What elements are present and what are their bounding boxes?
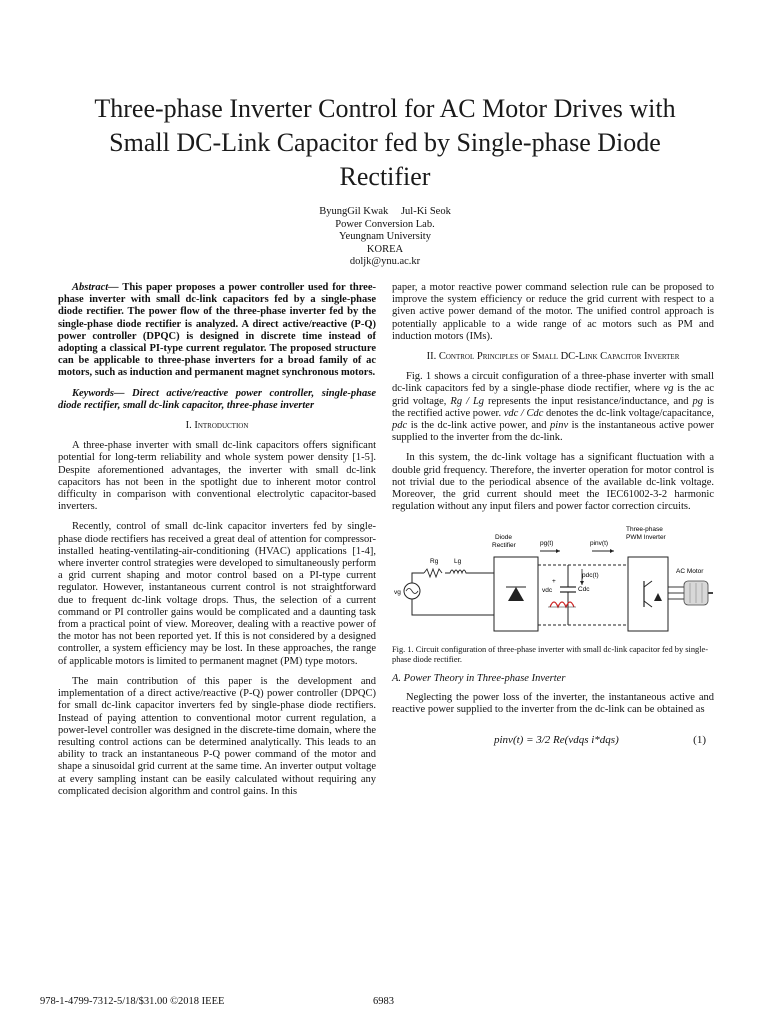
text-run: is the instantaneous active power supplied to the inverter from the dc-link.	[392, 420, 715, 444]
symbol-vdc-cdc: vdc / Cdc	[503, 407, 544, 419]
label-vdc: vdc	[542, 587, 553, 595]
equation-lhs: pinv(t) =	[494, 734, 534, 747]
author-name: ByungGil Kwak	[319, 206, 389, 217]
diode-symbol	[508, 587, 524, 601]
right-paragraph-1: paper, a motor reactive power command selection rule can be proposed to improve the system efficiency or reduce the grid current with respect to a given active power demand of the motor. The unified control approach is potentially applicable to a wide range of ac motors such as PM and induction motors (IMs).	[392, 282, 714, 342]
text-run: represents the input resistance/inductance, and	[484, 395, 693, 407]
abstract-label: Abstract—	[72, 282, 119, 293]
text-run: denotes the dc-link voltage/capacitance,	[543, 407, 715, 419]
circuit-diagram	[392, 521, 714, 641]
label-pinv: pinv(t)	[590, 540, 609, 548]
symbol-rg-lg: Rg / Lg	[450, 395, 485, 407]
label-vg: vg	[394, 589, 401, 597]
svg-text:PWM Inverter: PWM Inverter	[626, 534, 666, 542]
svg-text:Three-phase: Three-phase	[626, 526, 663, 534]
keywords-label: Keywords—	[72, 387, 125, 399]
intro-paragraph-1: A three-phase inverter with small dc-link capacitors offers significant potential for long-term reliability and whole system power density [1-5]. Despite aforementioned advantages, the inverter with small dc-link capacitors has not been in the spotlight due to inherent motor control difficulty in comparison with conventional electrolytic capacitor-based inverters.	[58, 440, 376, 513]
right-column	[392, 282, 714, 760]
affiliation-lab: Power Conversion Lab.	[335, 218, 435, 230]
label-rg: Rg	[430, 558, 439, 566]
page-number: 6983	[373, 996, 394, 1007]
intro-paragraph-3: The main contribution of this paper is the development and implementation of a direct active/reactive (P-Q) power controller (DPQC) for small dc-link capacitor inverters fed by single-phase diode rectifiers. Instead of paying attention to conventional motor current regulation, a power-level controller was designed in the discrete-time domain, where the resulting control actions can be determined analytically. This leads to an ability to track an instantaneous P-Q power command of the motor and shape a sinusoidal grid current at the same time. An inverter output voltage at every sampling instant can be easily calculated without requiring any complicated decision algorithm and control gains. In this	[58, 675, 376, 797]
affiliation-university: Yeungnam University	[339, 231, 431, 242]
label-pg: pg(t)	[540, 540, 554, 548]
label-ac-motor: AC Motor	[676, 568, 704, 576]
inductor-symbol	[445, 570, 494, 573]
symbol-pinv: pinv	[550, 420, 569, 432]
keywords	[58, 388, 376, 412]
footer-copyright: 978-1-4799-7312-5/18/$31.00 ©2018 IEEE	[40, 996, 225, 1007]
abstract-text: This paper proposes a power controller used for three-phase inverter with small dc-link capacitors fed by a single-phase diode rectifier. The power flow of the three-phase inverter fed by the single-phase diode rectifier is analyzed. A direct active/reactive (P-Q) power controller (DPQC) is designed in discrete time instead of adopting a classical PI-type current regulator. The proposed structure can be applicable to three-phase inverters for a broad family of ac motors, such as induction and permanent magnet synchronous motors.	[58, 282, 376, 379]
paper-title: Three-phase Inverter Control for AC Motor Drives with Small DC-Link Capacitor fed by Single-phase Diode Rectifier	[94, 94, 676, 191]
subsection-heading-power-theory: A. Power Theory in Three-phase Inverter	[392, 673, 566, 685]
text-run: is the rectified active power.	[392, 395, 715, 419]
left-column	[58, 282, 376, 806]
affiliation-country: KOREA	[366, 243, 404, 255]
subsection-a-paragraph: Neglecting the power loss of the inverter, the instantaneous active and reactive power supplied to the inverter from the dc-link can be obtained as	[392, 691, 714, 715]
text-run: is the ac grid voltage,	[392, 383, 714, 407]
section-heading-control-principles: II. Control Principles of Small DC-Link Capacitor Inverter	[426, 351, 680, 363]
symbol-vg: vg	[663, 383, 674, 395]
ripple-waveform	[550, 602, 574, 607]
resistor-symbol	[424, 569, 442, 577]
label-pdc: pdc(t)	[582, 572, 599, 580]
author-block	[250, 206, 520, 269]
equation-1	[392, 726, 714, 760]
label-diode-rectifier-1: Diode	[495, 534, 512, 542]
svg-text:Rectifier: Rectifier	[492, 542, 516, 550]
symbol-pg: pg	[692, 395, 704, 407]
figure-1-circuit	[392, 521, 714, 641]
equation-number: (1)	[693, 734, 706, 747]
intro-paragraph-2: Recently, control of small dc-link capacitor inverters fed by single-phase diode rectifiers has received a great deal of attention for compressor-installed heating-ventilating-air-conditioning (HVAC) applications [1-4], where inverter control strategies were developed to simultaneously perform a grid current shaping and motor control based on a PI-type current regulator. However, instantaneous current control is not straightforward due to frequent dc-link voltage drops. Thus, the selection of a current command or PI controller gains would be complicated and a daunting task from a practical point of view. Moreover, dealing with a reactive power of the motor has not been reported yet. If this is not considered by a designed controller, a system efficiency may be lost. In these approaches, the range of applicable motors is limited to permanent magnet (PM) type motors.	[58, 521, 376, 667]
svg-text:+: +	[552, 578, 556, 586]
text-run: Fig. 1 shows a circuit configuration of a three-phase inverter with small dc-link capacitors fed by a single-phase diode rectifier, where	[392, 371, 714, 395]
equation-expression	[494, 734, 619, 746]
inverter-box	[628, 557, 668, 631]
sec2-paragraph-2: In this system, the dc-link voltage has a significant fluctuation with a double grid frequency. Therefore, the inverter operation for motor control is not trivial due to the periodical absence of the available dc-link voltage. Moreover, the grid current should meet the IEC61002-3-2 harmonic regulation without any input filers and power factor correction circuits.	[392, 452, 714, 513]
abstract	[58, 282, 376, 380]
text-run: is the dc-link active power, and	[407, 420, 551, 432]
equation-rhs: 3/2 Re(vdqs i*dqs)	[536, 734, 619, 747]
author-name: Jul-Ki Seok	[400, 206, 451, 217]
label-lg: Lg	[454, 558, 462, 566]
author-names	[250, 206, 520, 219]
section-heading-introduction: I. Introduction	[185, 420, 249, 432]
author-email[interactable]: doljk@ynu.ac.kr	[349, 256, 421, 267]
symbol-pdc: pdc	[392, 420, 408, 432]
figure-1-caption: Fig. 1. Circuit configuration of three-phase inverter with small dc-link capacitor fed by single-phase diode rectifier.	[392, 645, 709, 665]
keywords-text: Direct active/reactive power controller, single-phase diode rectifier, small dc-link capacitor, three-phase inverter	[58, 387, 376, 411]
label-cdc: Cdc	[578, 586, 590, 594]
sec2-paragraph-1	[392, 371, 714, 444]
